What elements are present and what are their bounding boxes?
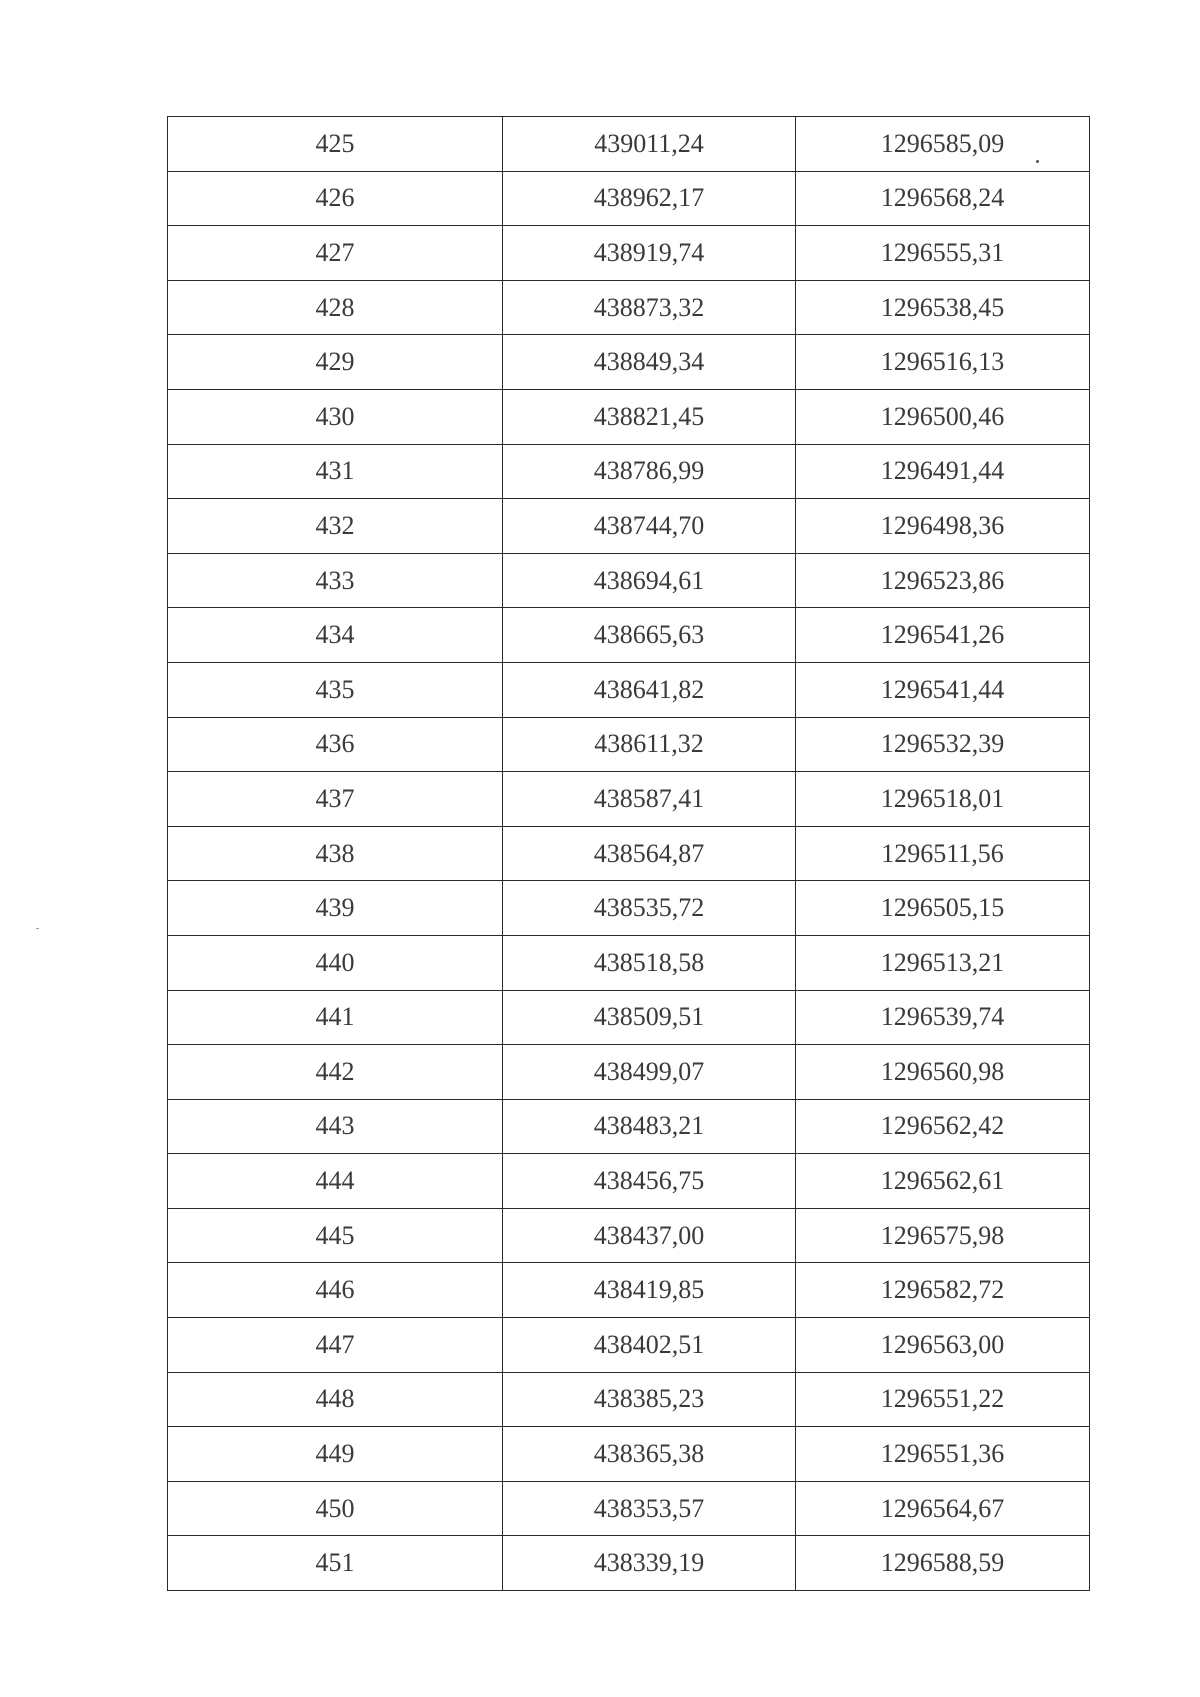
table-row <box>168 1427 1090 1482</box>
point-number-cell: 433 <box>168 553 503 608</box>
coordinate-y-cell: 1296498,36 <box>796 499 1090 554</box>
table-row <box>168 280 1090 335</box>
coordinate-x-cell: 438694,61 <box>503 553 796 608</box>
point-number-cell: 444 <box>168 1154 503 1209</box>
point-number-cell: 443 <box>168 1099 503 1154</box>
coordinate-y-cell: 1296532,39 <box>796 717 1090 772</box>
table-row <box>168 117 1090 172</box>
point-number-cell: 439 <box>168 881 503 936</box>
coordinate-y-cell: 1296518,01 <box>796 772 1090 827</box>
point-number-cell: 425 <box>168 117 503 172</box>
coordinate-x-cell: 438419,85 <box>503 1263 796 1318</box>
table-row <box>168 1154 1090 1209</box>
coordinate-y-cell: 1296523,86 <box>796 553 1090 608</box>
table-row <box>168 990 1090 1045</box>
point-number-cell: 441 <box>168 990 503 1045</box>
coordinate-y-cell: 1296575,98 <box>796 1208 1090 1263</box>
coordinate-x-cell: 438564,87 <box>503 826 796 881</box>
coordinate-y-cell: 1296585,09 <box>796 117 1090 172</box>
coordinate-y-cell: 1296541,26 <box>796 608 1090 663</box>
table-row <box>168 608 1090 663</box>
point-number-cell: 447 <box>168 1318 503 1373</box>
coordinate-x-cell: 438611,32 <box>503 717 796 772</box>
coordinate-y-cell: 1296516,13 <box>796 335 1090 390</box>
coordinate-y-cell: 1296563,00 <box>796 1318 1090 1373</box>
coordinate-x-cell: 438641,82 <box>503 662 796 717</box>
coordinate-x-cell: 438849,34 <box>503 335 796 390</box>
point-number-cell: 448 <box>168 1372 503 1427</box>
coordinate-y-cell: 1296555,31 <box>796 226 1090 281</box>
coordinate-y-cell: 1296538,45 <box>796 280 1090 335</box>
coordinate-x-cell: 438456,75 <box>503 1154 796 1209</box>
table-row <box>168 1318 1090 1373</box>
table-row <box>168 1372 1090 1427</box>
table-row <box>168 717 1090 772</box>
point-number-cell: 442 <box>168 1045 503 1100</box>
coordinate-x-cell: 438499,07 <box>503 1045 796 1100</box>
table-row <box>168 1481 1090 1536</box>
coordinate-y-cell: 1296505,15 <box>796 881 1090 936</box>
table-row <box>168 881 1090 936</box>
coordinate-y-cell: 1296588,59 <box>796 1536 1090 1591</box>
coordinate-y-cell: 1296568,24 <box>796 171 1090 226</box>
point-number-cell: 429 <box>168 335 503 390</box>
coordinate-y-cell: 1296491,44 <box>796 444 1090 499</box>
coordinate-x-cell: 438509,51 <box>503 990 796 1045</box>
table-row <box>168 444 1090 499</box>
coordinate-y-cell: 1296539,74 <box>796 990 1090 1045</box>
coordinate-y-cell: 1296541,44 <box>796 662 1090 717</box>
point-number-cell: 430 <box>168 389 503 444</box>
table-row <box>168 662 1090 717</box>
point-number-cell: 449 <box>168 1427 503 1482</box>
point-number-cell: 428 <box>168 280 503 335</box>
coordinate-y-cell: 1296582,72 <box>796 1263 1090 1318</box>
scan-speck <box>1036 160 1039 163</box>
coordinate-x-cell: 438962,17 <box>503 171 796 226</box>
table-row <box>168 499 1090 554</box>
table-row <box>168 171 1090 226</box>
coordinate-x-cell: 438587,41 <box>503 772 796 827</box>
table-row <box>168 226 1090 281</box>
table-row <box>168 553 1090 608</box>
point-number-cell: 432 <box>168 499 503 554</box>
coordinate-x-cell: 438665,63 <box>503 608 796 663</box>
coordinate-y-cell: 1296511,56 <box>796 826 1090 881</box>
point-number-cell: 427 <box>168 226 503 281</box>
table-row <box>168 826 1090 881</box>
point-number-cell: 438 <box>168 826 503 881</box>
coordinate-y-cell: 1296560,98 <box>796 1045 1090 1100</box>
scan-margin-mark <box>36 928 39 929</box>
point-number-cell: 431 <box>168 444 503 499</box>
coordinate-x-cell: 438873,32 <box>503 280 796 335</box>
coordinate-y-cell: 1296551,36 <box>796 1427 1090 1482</box>
point-number-cell: 436 <box>168 717 503 772</box>
coordinate-x-cell: 438385,23 <box>503 1372 796 1427</box>
point-number-cell: 437 <box>168 772 503 827</box>
coordinates-table <box>167 116 1090 1591</box>
coordinate-x-cell: 438365,38 <box>503 1427 796 1482</box>
coordinate-x-cell: 438483,21 <box>503 1099 796 1154</box>
table-row <box>168 1263 1090 1318</box>
table-row <box>168 1536 1090 1591</box>
coordinate-x-cell: 438437,00 <box>503 1208 796 1263</box>
coordinate-y-cell: 1296500,46 <box>796 389 1090 444</box>
coordinate-y-cell: 1296551,22 <box>796 1372 1090 1427</box>
table-row <box>168 1208 1090 1263</box>
coordinate-x-cell: 438821,45 <box>503 389 796 444</box>
point-number-cell: 435 <box>168 662 503 717</box>
coordinate-x-cell: 438744,70 <box>503 499 796 554</box>
point-number-cell: 434 <box>168 608 503 663</box>
table-row <box>168 935 1090 990</box>
coordinate-x-cell: 439011,24 <box>503 117 796 172</box>
coordinate-y-cell: 1296562,61 <box>796 1154 1090 1209</box>
coordinate-x-cell: 438919,74 <box>503 226 796 281</box>
coordinates-table-body <box>168 117 1090 1591</box>
table-row <box>168 335 1090 390</box>
coordinate-y-cell: 1296564,67 <box>796 1481 1090 1536</box>
point-number-cell: 451 <box>168 1536 503 1591</box>
coordinate-x-cell: 438535,72 <box>503 881 796 936</box>
point-number-cell: 446 <box>168 1263 503 1318</box>
coordinate-y-cell: 1296513,21 <box>796 935 1090 990</box>
table-row <box>168 389 1090 444</box>
table-row <box>168 1099 1090 1154</box>
coordinate-x-cell: 438786,99 <box>503 444 796 499</box>
coordinate-y-cell: 1296562,42 <box>796 1099 1090 1154</box>
point-number-cell: 445 <box>168 1208 503 1263</box>
point-number-cell: 440 <box>168 935 503 990</box>
point-number-cell: 450 <box>168 1481 503 1536</box>
coordinate-x-cell: 438402,51 <box>503 1318 796 1373</box>
coordinate-x-cell: 438518,58 <box>503 935 796 990</box>
table-row <box>168 1045 1090 1100</box>
coordinate-x-cell: 438339,19 <box>503 1536 796 1591</box>
point-number-cell: 426 <box>168 171 503 226</box>
coordinate-x-cell: 438353,57 <box>503 1481 796 1536</box>
table-row <box>168 772 1090 827</box>
